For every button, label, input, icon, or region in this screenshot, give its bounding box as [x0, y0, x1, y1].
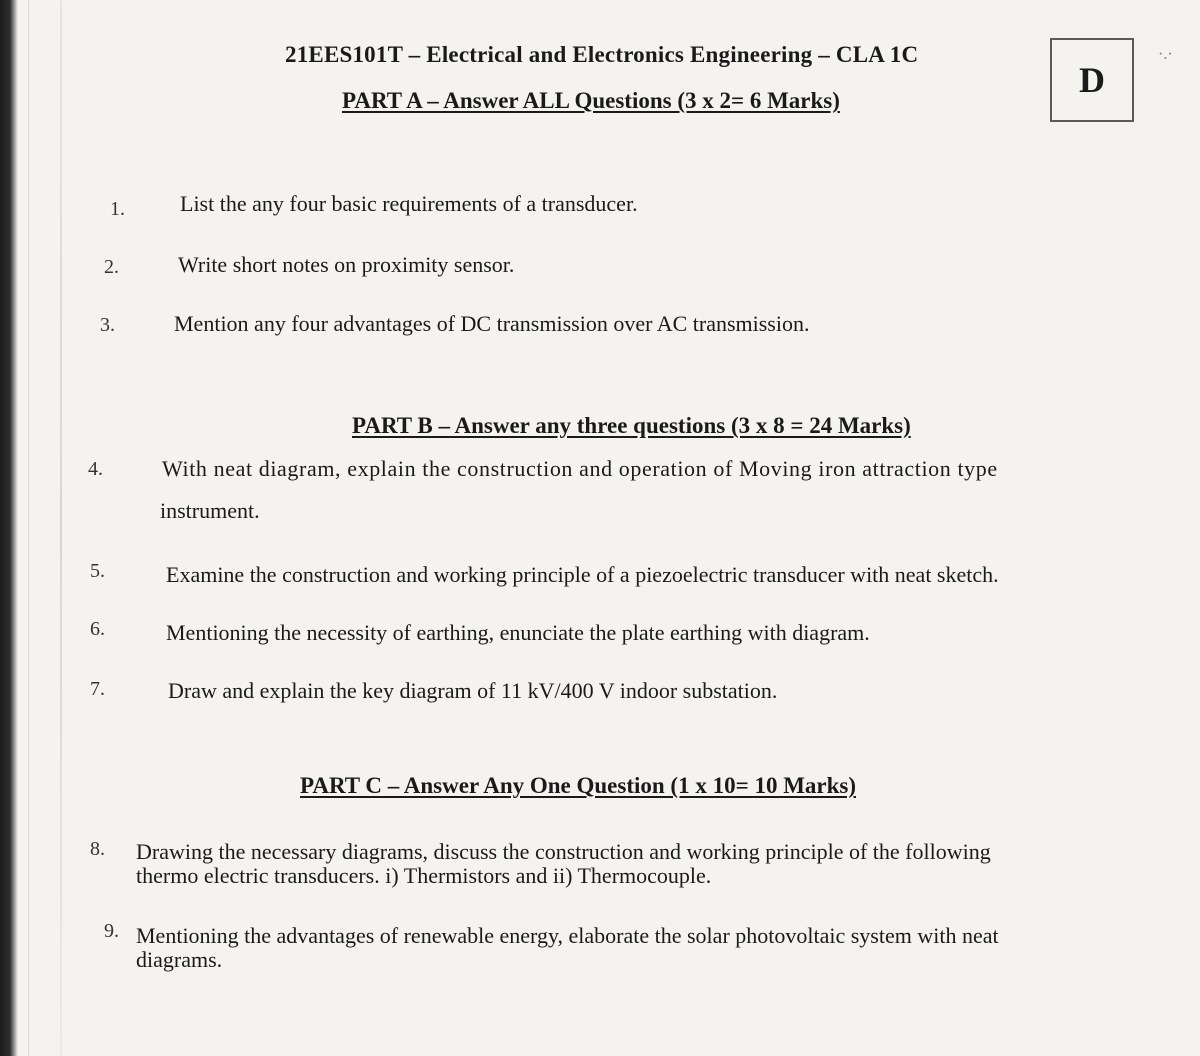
- question-text: Write short notes on proximity sensor.: [178, 252, 515, 277]
- question-number: 5.: [90, 560, 105, 582]
- part-a-heading: PART A – Answer ALL Questions (3 x 2= 6 Marks): [342, 88, 840, 113]
- set-code: D: [1079, 60, 1105, 100]
- question-block: [136, 924, 999, 972]
- question-text: With neat diagram, explain the construction and operation of Moving iron attraction type: [162, 456, 998, 481]
- corner-mark: ·.·: [1158, 46, 1173, 63]
- set-code-box: [1050, 38, 1134, 122]
- question-text: Examine the construction and working principle of a piezoelectric transducer with neat sketch.: [166, 562, 999, 587]
- part-c-heading: PART C – Answer Any One Question (1 x 10= 10 Marks): [300, 773, 857, 798]
- question-block: [136, 840, 991, 888]
- question-number: 1.: [110, 198, 125, 220]
- paper-fold-line: [28, 0, 29, 1056]
- question-number: 7.: [90, 678, 105, 700]
- question-number: 8.: [90, 838, 105, 860]
- question-text: Mentioning the advantages of renewable energy, elaborate the solar photovoltaic system with neat: [136, 923, 999, 948]
- question-text-continued: thermo electric transducers. i) Thermistors and ii) Thermocouple.: [136, 863, 712, 888]
- question-number: 6.: [90, 618, 105, 640]
- question-text: Mention any four advantages of DC transmission over AC transmission.: [174, 311, 810, 336]
- page-edge-shadow: [0, 0, 18, 1056]
- question-text: Mentioning the necessity of earthing, enunciate the plate earthing with diagram.: [166, 620, 870, 645]
- question-text-continued: diagrams.: [136, 947, 223, 972]
- question-text-continued: instrument.: [160, 498, 260, 523]
- question-number: 3.: [100, 314, 115, 336]
- question-number: 4.: [88, 458, 103, 480]
- question-number: 9.: [104, 920, 119, 942]
- question-text: List the any four basic requirements of a transducer.: [180, 191, 638, 216]
- exam-title: 21EES101T – Electrical and Electronics Engineering – CLA 1C: [285, 42, 919, 67]
- question-text: Drawing the necessary diagrams, discuss the construction and working principle of the following: [136, 839, 991, 864]
- paper-fold-line: [60, 0, 62, 1056]
- question-text: Draw and explain the key diagram of 11 kV/400 V indoor substation.: [168, 678, 778, 703]
- part-b-heading: PART B – Answer any three questions (3 x 8 = 24 Marks): [352, 413, 911, 438]
- question-number: 2.: [104, 256, 119, 278]
